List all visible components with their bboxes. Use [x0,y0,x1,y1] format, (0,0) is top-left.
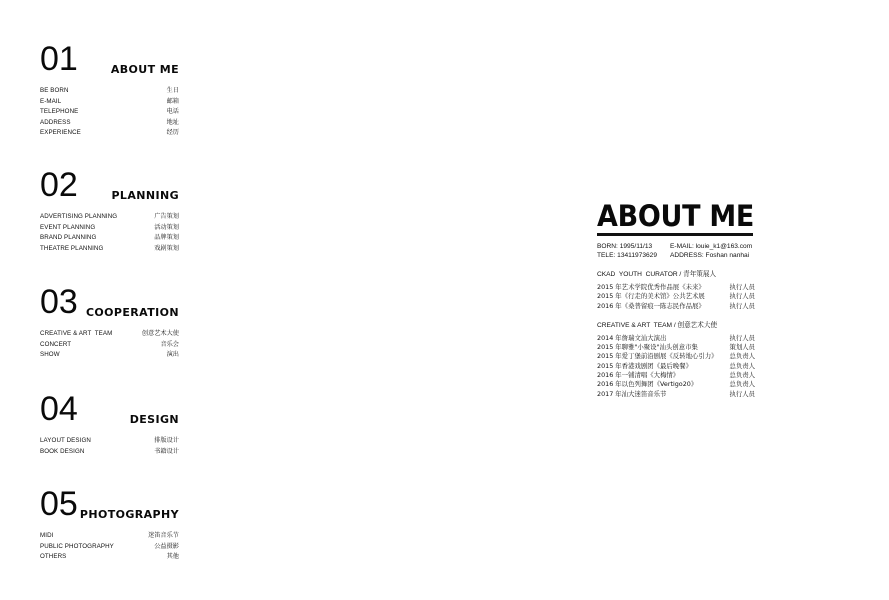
experience-role: 总负责人 [729,371,755,380]
experience-item [597,334,755,343]
list-item [40,86,179,97]
experience-item [597,283,755,292]
title-underline [597,233,753,236]
section-number: 01 [40,40,78,78]
profile-panel [597,200,755,399]
item-en: BOOK DESIGN [40,447,85,455]
item-cn: 经历 [166,129,179,137]
item-cn: 创意艺术大使 [141,330,179,337]
info-row [597,251,755,260]
experience-role: 总负责人 [729,380,755,389]
experience-item [597,380,755,389]
experience-role: 执行人员 [729,283,755,291]
list-item [40,233,179,244]
experience-text: 2015 年香港戏剧团《最后晚餐》 [597,361,692,370]
section-title: ABOUT ME [110,63,179,76]
item-en: LAYOUT DESIGN [40,437,91,444]
section-rows [40,86,179,139]
item-en: OTHERS [40,553,67,561]
list-item [40,212,179,223]
contact-info [597,242,755,260]
section-header [40,285,179,321]
section-about-me [40,42,179,139]
item-en: ADVERTISING PLANNING [40,213,118,220]
experience-role: 执行人员 [729,389,755,398]
section-title: PLANNING [111,189,179,202]
section-rows [40,329,179,361]
item-cn: 公益摄影 [154,542,179,550]
list-item [40,542,179,553]
list-item [40,350,179,361]
list-item [40,128,179,139]
item-en: MIDI [40,532,54,539]
experience-text: 2017 年汕大迷笛音乐节 [597,389,667,398]
info-row [597,242,755,251]
section-photography [40,487,179,563]
list-item [40,340,179,351]
section-rows [40,531,179,563]
item-cn: 生日 [166,87,179,94]
list-item [40,107,179,118]
section-title: PHOTOGRAPHY [79,508,179,521]
item-en: ADDRESS [40,118,71,126]
item-en: E-MAIL [40,97,62,105]
item-cn: 其他 [166,553,179,561]
experience-text: 2015 年聊雅"小聚设"汕头创意市集 [597,343,698,352]
experience-role: 总负责人 [729,361,755,370]
experience-role: 总负责人 [729,352,755,361]
section-number: 05 [40,485,78,523]
section-cooperation [40,285,179,361]
item-cn: 迷笛音乐节 [148,532,179,539]
item-cn: 活动策划 [154,223,179,231]
section-design [40,392,179,457]
item-en: BE BORN [40,87,69,94]
item-en: THEATRE PLANNING [40,244,104,252]
item-en: CREATIVE & ART TEAM [40,330,113,337]
experience-item [597,390,755,399]
tele-text: TELE: 13411973629 [597,252,658,259]
item-en: SHOW [40,351,60,359]
list-item [40,447,179,458]
section-header [40,392,179,428]
item-cn: 戏剧策划 [154,244,179,252]
section-planning [40,168,179,254]
experience-item [597,362,755,371]
address-text: ADDRESS: Foshan nanhai [670,252,750,259]
experience-text: 2015 年《行走的美术馆》公共艺术展 [597,292,705,301]
item-cn: 音乐会 [160,340,179,348]
experience-role: 策划人员 [729,343,755,352]
list-item [40,329,179,340]
list-item [40,436,179,447]
section-number: 03 [40,283,78,321]
item-en: EXPERIENCE [40,129,81,137]
experience-text: 2014 年詹瑞文汕大演出 [597,333,667,342]
item-cn: 排版设计 [154,437,179,444]
item-cn: 演出 [166,351,179,359]
experience-item [597,352,755,361]
list-item [40,531,179,542]
experience-role: 执行人员 [729,333,755,342]
experience-text: 2016 年以色列舞团《Vertigo20》 [597,380,698,389]
section-header [40,487,179,523]
list-item [40,223,179,234]
item-cn: 地址 [166,118,179,126]
item-cn: 书籍设计 [154,447,179,455]
experience-role: 执行人员 [729,292,755,301]
experience-text: 2016 年《桑普留痕一陈志民作品展》 [597,301,705,310]
experience-item [597,292,755,301]
item-en: PUBLIC PHOTOGRAPHY [40,542,114,550]
group-title-curator: CKAD YOUTH CURATOR / 青年策展人 [597,271,717,278]
experience-text: 2016 年一铺清唱《大梅情》 [597,371,680,380]
email-text: E-MAIL: louie_k1@163.com [670,243,753,250]
item-cn: 品牌策划 [154,234,179,242]
experience-text: 2015 年艺术学院优秀作品展《未来》 [597,283,705,291]
section-header [40,168,179,204]
item-cn: 邮箱 [166,97,179,105]
item-en: CONCERT [40,340,72,348]
item-en: BRAND PLANNING [40,234,97,242]
profile-title: ABOUT ME [597,199,755,233]
item-cn: 广告策划 [154,213,179,220]
item-en: TELEPHONE [40,108,79,116]
list-item [40,97,179,108]
section-rows [40,436,179,457]
section-title: DESIGN [129,413,179,426]
section-number: 02 [40,166,78,204]
item-cn: 电话 [166,108,179,116]
curator-list [597,283,755,311]
experience-role: 执行人员 [729,301,755,310]
experience-text: 2015 年爱丁堡前沿剧展《反转地心引力》 [597,352,718,361]
creative-list [597,334,755,399]
section-rows [40,212,179,254]
item-en: EVENT PLANNING [40,223,96,231]
section-header [40,42,179,78]
experience-item [597,302,755,311]
born-text: BORN: 1995/11/13 [597,243,653,250]
experience-item [597,371,755,380]
section-number: 04 [40,390,78,428]
section-title: COOPERATION [85,306,179,319]
list-item [40,552,179,563]
group-title-creative: CREATIVE & ART TEAM / 创意艺术大使 [597,321,718,329]
list-item [40,244,179,255]
list-item [40,118,179,129]
